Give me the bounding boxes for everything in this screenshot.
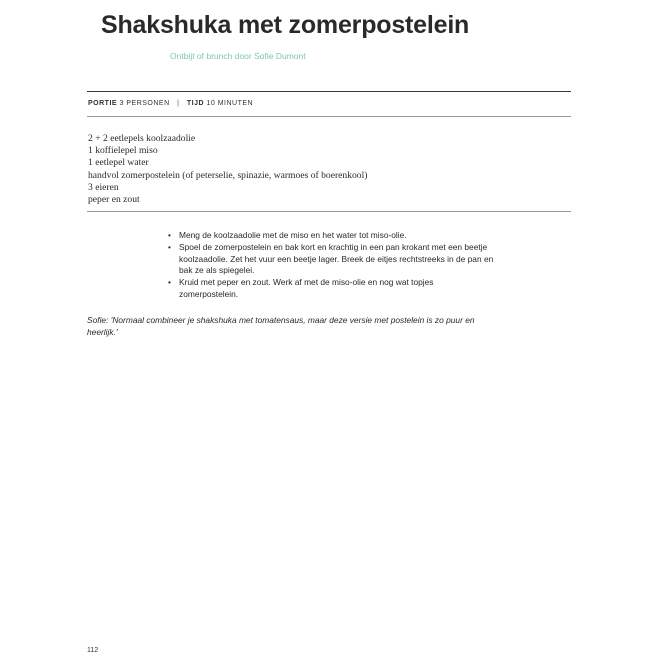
bullet-icon: • <box>168 241 171 252</box>
chef-quote: Sofie: 'Normaal combineer je shakshuka met tomatensaus, maar deze versie met postelein is zo puur en heerlijk.' <box>87 315 475 337</box>
page-number: 112 <box>87 647 99 654</box>
time-label: TIJD <box>186 100 205 107</box>
ingredient-item: handvol zomerpostelein (of peterselie, spinazie, warmoes of boerenkool) <box>88 169 368 181</box>
meta-separator: | <box>177 100 180 107</box>
step-text: Spoel de zomerpostelein en bak kort en krachtig in een pan krokant met een beetje koolzaadolie. Zet het vuur een beetje lager. Breek de eitjes rechtstreeks in de pan en bak ze als spiegelei. <box>179 241 494 276</box>
portion-label: PORTIE <box>88 100 118 107</box>
recipe-meta <box>88 100 253 107</box>
steps-list <box>168 230 494 301</box>
ingredients-list <box>88 133 367 206</box>
step-item <box>168 277 494 301</box>
step-item <box>168 230 494 242</box>
top-divider <box>87 91 571 92</box>
ingredient-item: 1 koffielepel miso <box>88 145 158 157</box>
bullet-icon: • <box>168 277 171 288</box>
step-item <box>168 242 494 277</box>
ingredients-divider <box>87 211 571 212</box>
recipe-title: Shakshuka met zomerpostelein <box>101 11 470 39</box>
ingredient-item: 2 + 2 eetlepels koolzaadolie <box>88 133 196 144</box>
portion-value: 3 PERSONEN <box>119 100 170 107</box>
step-text: Meng de koolzaadolie met de miso en het water tot miso-olie. <box>179 230 407 240</box>
ingredient-item: peper en zout <box>88 194 140 206</box>
time-value: 10 MINUTEN <box>206 100 254 107</box>
ingredient-item: 3 eieren <box>88 181 119 193</box>
ingredient-item: 1 eetlepel water <box>88 157 149 169</box>
bullet-icon: • <box>168 230 171 240</box>
recipe-subtitle: Ontbijt of brunch door Sofie Dumont <box>170 51 306 61</box>
meta-divider <box>87 116 571 117</box>
step-text: Kruid met peper en zout. Werk af met de miso-olie en nog wat topjes zomerpostelein. <box>179 277 434 299</box>
